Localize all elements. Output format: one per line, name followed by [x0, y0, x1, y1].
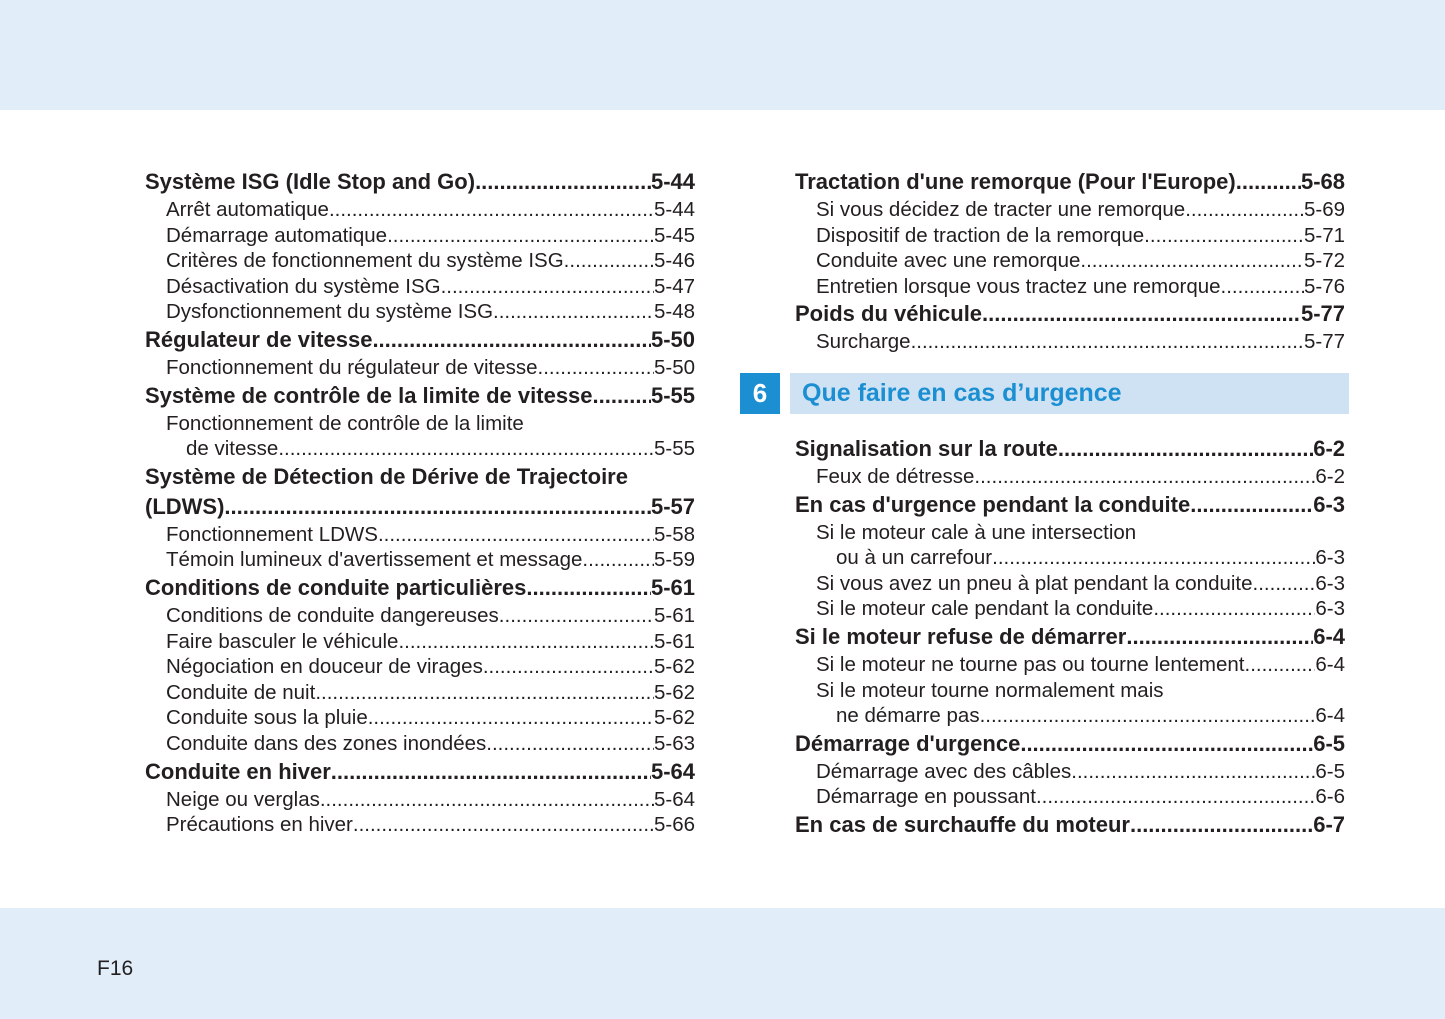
toc-subsection[interactable] [795, 248, 1345, 274]
toc-entry-page: 6-4 [1315, 652, 1345, 676]
toc-entry-page: 5-76 [1303, 274, 1345, 298]
toc-entry-label: Témoin lumineux d'avertissement et message [166, 548, 583, 572]
dot-leader [353, 812, 654, 838]
toc-entry-label: Système ISG (Idle Stop and Go) [145, 169, 476, 194]
toc-subsection[interactable] [795, 652, 1345, 678]
toc-subsection[interactable] [145, 629, 695, 655]
toc-entry-page: 5-50 [653, 355, 695, 379]
chapter-number: 6 [740, 373, 780, 414]
toc-entry-label: Démarrage avec des câbles [816, 759, 1072, 783]
toc-subsection[interactable] [795, 223, 1345, 249]
dot-leader [329, 197, 654, 223]
toc-entry-page: 6-2 [1313, 436, 1345, 461]
dot-leader [486, 731, 654, 757]
toc-entry-page: 5-62 [653, 680, 695, 704]
dot-leader [1126, 622, 1313, 652]
dot-leader [1080, 248, 1304, 274]
toc-entry-label: En cas d'urgence pendant la conduite [795, 491, 1191, 517]
toc-entry-label: Conditions de conduite particulières [145, 574, 527, 600]
toc-entry-label: Neige ou verglas [166, 787, 320, 811]
toc-section[interactable] [145, 325, 695, 355]
toc-section[interactable] [145, 167, 695, 197]
toc-entry-label: Fonctionnement du régulateur de vitesse [166, 355, 538, 379]
toc-entry-label: de vitesse [186, 437, 279, 461]
dot-leader [1071, 759, 1315, 785]
toc-subsection[interactable] [795, 784, 1345, 810]
toc-subsection[interactable] [145, 274, 695, 300]
toc-subsection[interactable] [145, 248, 695, 274]
toc-entry-page: 5-48 [653, 300, 695, 324]
dot-leader [538, 355, 654, 381]
toc-entry-page: 5-64 [650, 758, 695, 784]
toc-entry-label: Feux de détresse [816, 465, 975, 488]
toc-entry-label: Si vous avez un pneu à plat pendant la conduite [816, 571, 1253, 595]
toc-entry-label: Régulateur de vitesse [145, 326, 373, 352]
toc-entry-page: 5-62 [653, 655, 695, 679]
dot-leader [398, 629, 654, 655]
footer-band [0, 908, 1445, 1019]
toc-subsection[interactable] [795, 520, 1345, 546]
dot-leader [582, 547, 654, 573]
toc-entry-page: 5-44 [650, 169, 695, 194]
toc-entry-label: Surcharge [816, 330, 911, 354]
dot-leader [1036, 784, 1315, 810]
chapter-title: Que faire en cas d’urgence [802, 379, 1122, 407]
toc-section[interactable] [795, 729, 1345, 759]
toc-entry-page: 6-4 [1313, 623, 1345, 649]
dot-leader [1236, 167, 1301, 197]
toc-entry-label: Si le moteur tourne normalement mais [816, 678, 1164, 702]
toc-subsection[interactable] [145, 355, 695, 381]
toc-subsection[interactable] [145, 299, 695, 325]
toc-subsection[interactable] [795, 703, 1345, 729]
toc-section[interactable] [145, 381, 695, 411]
toc-entry-page: 5-46 [653, 249, 695, 273]
toc-entry-page: 5-72 [1303, 249, 1345, 273]
dot-leader [982, 299, 1301, 329]
toc-entry-page: 6-3 [1315, 571, 1345, 595]
toc-subsection[interactable] [795, 274, 1345, 300]
dot-leader [1253, 571, 1316, 597]
toc-entry-page: 5-61 [650, 574, 695, 600]
dot-leader [483, 654, 654, 680]
toc-entry-page: 6-6 [1315, 785, 1345, 809]
dot-leader [368, 705, 654, 731]
dot-leader [911, 329, 1304, 355]
toc-subsection[interactable] [795, 545, 1345, 571]
toc-entry-label: Arrêt automatique [166, 198, 329, 221]
toc-entry-label: Entretien lorsque vous tractez une remorque [816, 274, 1221, 298]
toc-entry-page: 5-68 [1300, 169, 1345, 194]
toc-entry-label: Conduite de nuit [166, 680, 316, 704]
toc-entry-page: 6-3 [1315, 546, 1345, 570]
toc-section[interactable] [795, 167, 1345, 197]
dot-leader [278, 436, 654, 462]
toc-subsection[interactable] [795, 571, 1345, 597]
toc-entry-page: 6-3 [1315, 597, 1345, 621]
toc-subsection[interactable] [145, 547, 695, 573]
toc-entry-label: Négociation en douceur de virages [166, 655, 483, 679]
dot-leader [1058, 434, 1313, 464]
toc-entry-label: Tractation d'une remorque (Pour l'Europe) [795, 169, 1236, 194]
dot-leader [1153, 596, 1315, 622]
toc-entry-page: 5-77 [1300, 301, 1345, 327]
toc-entry-page: 5-77 [1303, 330, 1345, 354]
toc-entry-page: 5-57 [650, 493, 695, 519]
dot-leader [1245, 652, 1316, 678]
toc-entry-label: Démarrage en poussant [816, 785, 1036, 809]
toc-entry-label: Conduite avec une remorque [816, 249, 1081, 273]
toc-subsection[interactable] [145, 705, 695, 731]
toc-entry-page: 5-71 [1303, 223, 1345, 247]
dot-leader [493, 299, 654, 325]
toc-subsection[interactable] [145, 603, 695, 629]
toc-entry-label: Poids du véhicule [795, 301, 983, 327]
page-number: F16 [97, 957, 134, 980]
toc-entry-label: Conduite sous la pluie [166, 706, 368, 730]
toc-entry-label: En cas de surchauffe du moteur [795, 811, 1130, 837]
toc-section[interactable] [145, 757, 695, 787]
dot-leader [1190, 490, 1313, 520]
toc-subsection[interactable] [795, 596, 1345, 622]
toc-entry-label: ou à un carrefour [836, 546, 993, 570]
toc-entry-label: Démarrage automatique [166, 223, 388, 247]
toc-entry-label: Démarrage d'urgence [795, 730, 1021, 756]
toc-entry-page: 5-55 [653, 437, 695, 461]
dot-leader [372, 325, 651, 355]
toc-entry-page: 5-61 [653, 603, 695, 627]
dot-leader [1185, 197, 1304, 223]
toc-entry-page: 5-47 [653, 274, 695, 298]
toc-entry-label: Conditions de conduite dangereuses [166, 603, 499, 627]
toc-entry-label: Fonctionnement de contrôle de la limite [166, 411, 524, 435]
toc-subsection[interactable] [145, 411, 695, 437]
chapter-heading [740, 373, 1349, 414]
dot-leader [526, 573, 651, 603]
toc-right-column-bottom [795, 434, 1345, 840]
toc-entry-label: Désactivation du système ISG [166, 274, 441, 298]
toc-entry-page: 5-64 [653, 787, 695, 811]
dot-leader [992, 545, 1315, 571]
toc-entry-page: 5-59 [653, 548, 695, 572]
toc-entry-label: Précautions en hiver [166, 813, 353, 837]
toc-section[interactable] [795, 434, 1345, 464]
toc-entry-label: Dysfonctionnement du système ISG [166, 300, 494, 324]
toc-section[interactable] [795, 810, 1345, 840]
toc-entry-page: 5-58 [653, 522, 695, 546]
toc-subsection[interactable] [145, 731, 695, 757]
toc-entry-page: 6-3 [1313, 491, 1345, 517]
dot-leader [593, 381, 651, 411]
dot-leader [980, 703, 1316, 729]
toc-entry-label: Critères de fonctionnement du système ISG [166, 249, 564, 273]
toc-subsection[interactable] [145, 787, 695, 813]
toc-entry-page: 6-7 [1313, 811, 1345, 837]
toc-entry-label: Dispositif de traction de la remorque [816, 223, 1145, 247]
dot-leader [387, 223, 654, 249]
toc-entry-page: 6-2 [1315, 465, 1345, 488]
toc-entry-label: Si vous décidez de tracter une remorque [816, 198, 1186, 221]
dot-leader [499, 603, 654, 629]
toc-subsection[interactable] [145, 680, 695, 706]
toc-entry-page: 6-5 [1315, 759, 1345, 783]
dot-leader [331, 757, 651, 787]
toc-section[interactable] [145, 492, 695, 522]
toc-section[interactable] [795, 490, 1345, 520]
dot-leader [378, 522, 654, 548]
toc-subsection[interactable] [795, 197, 1345, 223]
toc-entry-label: Faire basculer le véhicule [166, 629, 399, 653]
toc-entry-page: 6-5 [1313, 730, 1345, 756]
toc-subsection[interactable] [795, 759, 1345, 785]
dot-leader [1221, 274, 1304, 300]
header-band [0, 0, 1445, 110]
toc-right-column-top [795, 167, 1345, 355]
dot-leader [1020, 729, 1313, 759]
toc-entry-page: 5-61 [653, 629, 695, 653]
toc-entry-page: 5-62 [653, 706, 695, 730]
toc-entry-label: Si le moteur ne tourne pas ou tourne lentement [816, 652, 1245, 676]
toc-subsection[interactable] [145, 223, 695, 249]
toc-subsection[interactable] [795, 329, 1345, 355]
toc-entry-page: 6-4 [1315, 704, 1345, 728]
dot-leader [1130, 810, 1313, 840]
toc-entry-page: 5-44 [653, 198, 695, 221]
toc-left-column [145, 167, 695, 838]
toc-entry-label: Système de Détection de Dérive de Trajectoire [145, 463, 628, 489]
toc-entry-label: Si le moteur refuse de démarrer [795, 623, 1127, 649]
toc-entry-page: 5-66 [653, 813, 695, 837]
dot-leader [441, 274, 654, 300]
toc-subsection[interactable] [795, 464, 1345, 490]
dot-leader [320, 787, 654, 813]
toc-entry-label: Conduite en hiver [145, 758, 331, 784]
toc-entry-label: Système de contrôle de la limite de vitesse [145, 382, 593, 408]
toc-entry-page: 5-50 [650, 326, 695, 352]
toc-subsection[interactable] [145, 197, 695, 223]
toc-entry-page: 5-55 [650, 382, 695, 408]
toc-entry-label: Si le moteur cale à une intersection [816, 520, 1137, 544]
toc-entry-label: ne démarre pas [836, 704, 980, 728]
dot-leader [974, 464, 1315, 490]
toc-subsection[interactable] [145, 522, 695, 548]
toc-entry-label: Si le moteur cale pendant la conduite [816, 597, 1154, 621]
dot-leader [315, 680, 654, 706]
dot-leader [224, 492, 651, 522]
toc-subsection[interactable] [795, 678, 1345, 704]
toc-entry-label: Signalisation sur la route [795, 436, 1058, 461]
toc-entry-page: 5-63 [653, 731, 695, 755]
toc-entry-label: Conduite dans des zones inondées [166, 731, 487, 755]
toc-section[interactable] [145, 462, 695, 492]
toc-entry-page: 5-45 [653, 223, 695, 247]
dot-leader [564, 248, 654, 274]
toc-section[interactable] [795, 622, 1345, 652]
toc-subsection[interactable] [145, 654, 695, 680]
dot-leader [475, 167, 651, 197]
toc-entry-page: 5-69 [1303, 198, 1345, 221]
toc-section[interactable] [795, 299, 1345, 329]
toc-section[interactable] [145, 573, 695, 603]
toc-subsection[interactable] [145, 436, 695, 462]
toc-entry-label: Fonctionnement LDWS [166, 522, 378, 546]
toc-subsection[interactable] [145, 812, 695, 838]
toc-entry-label: (LDWS) [145, 493, 225, 519]
dot-leader [1144, 223, 1304, 249]
